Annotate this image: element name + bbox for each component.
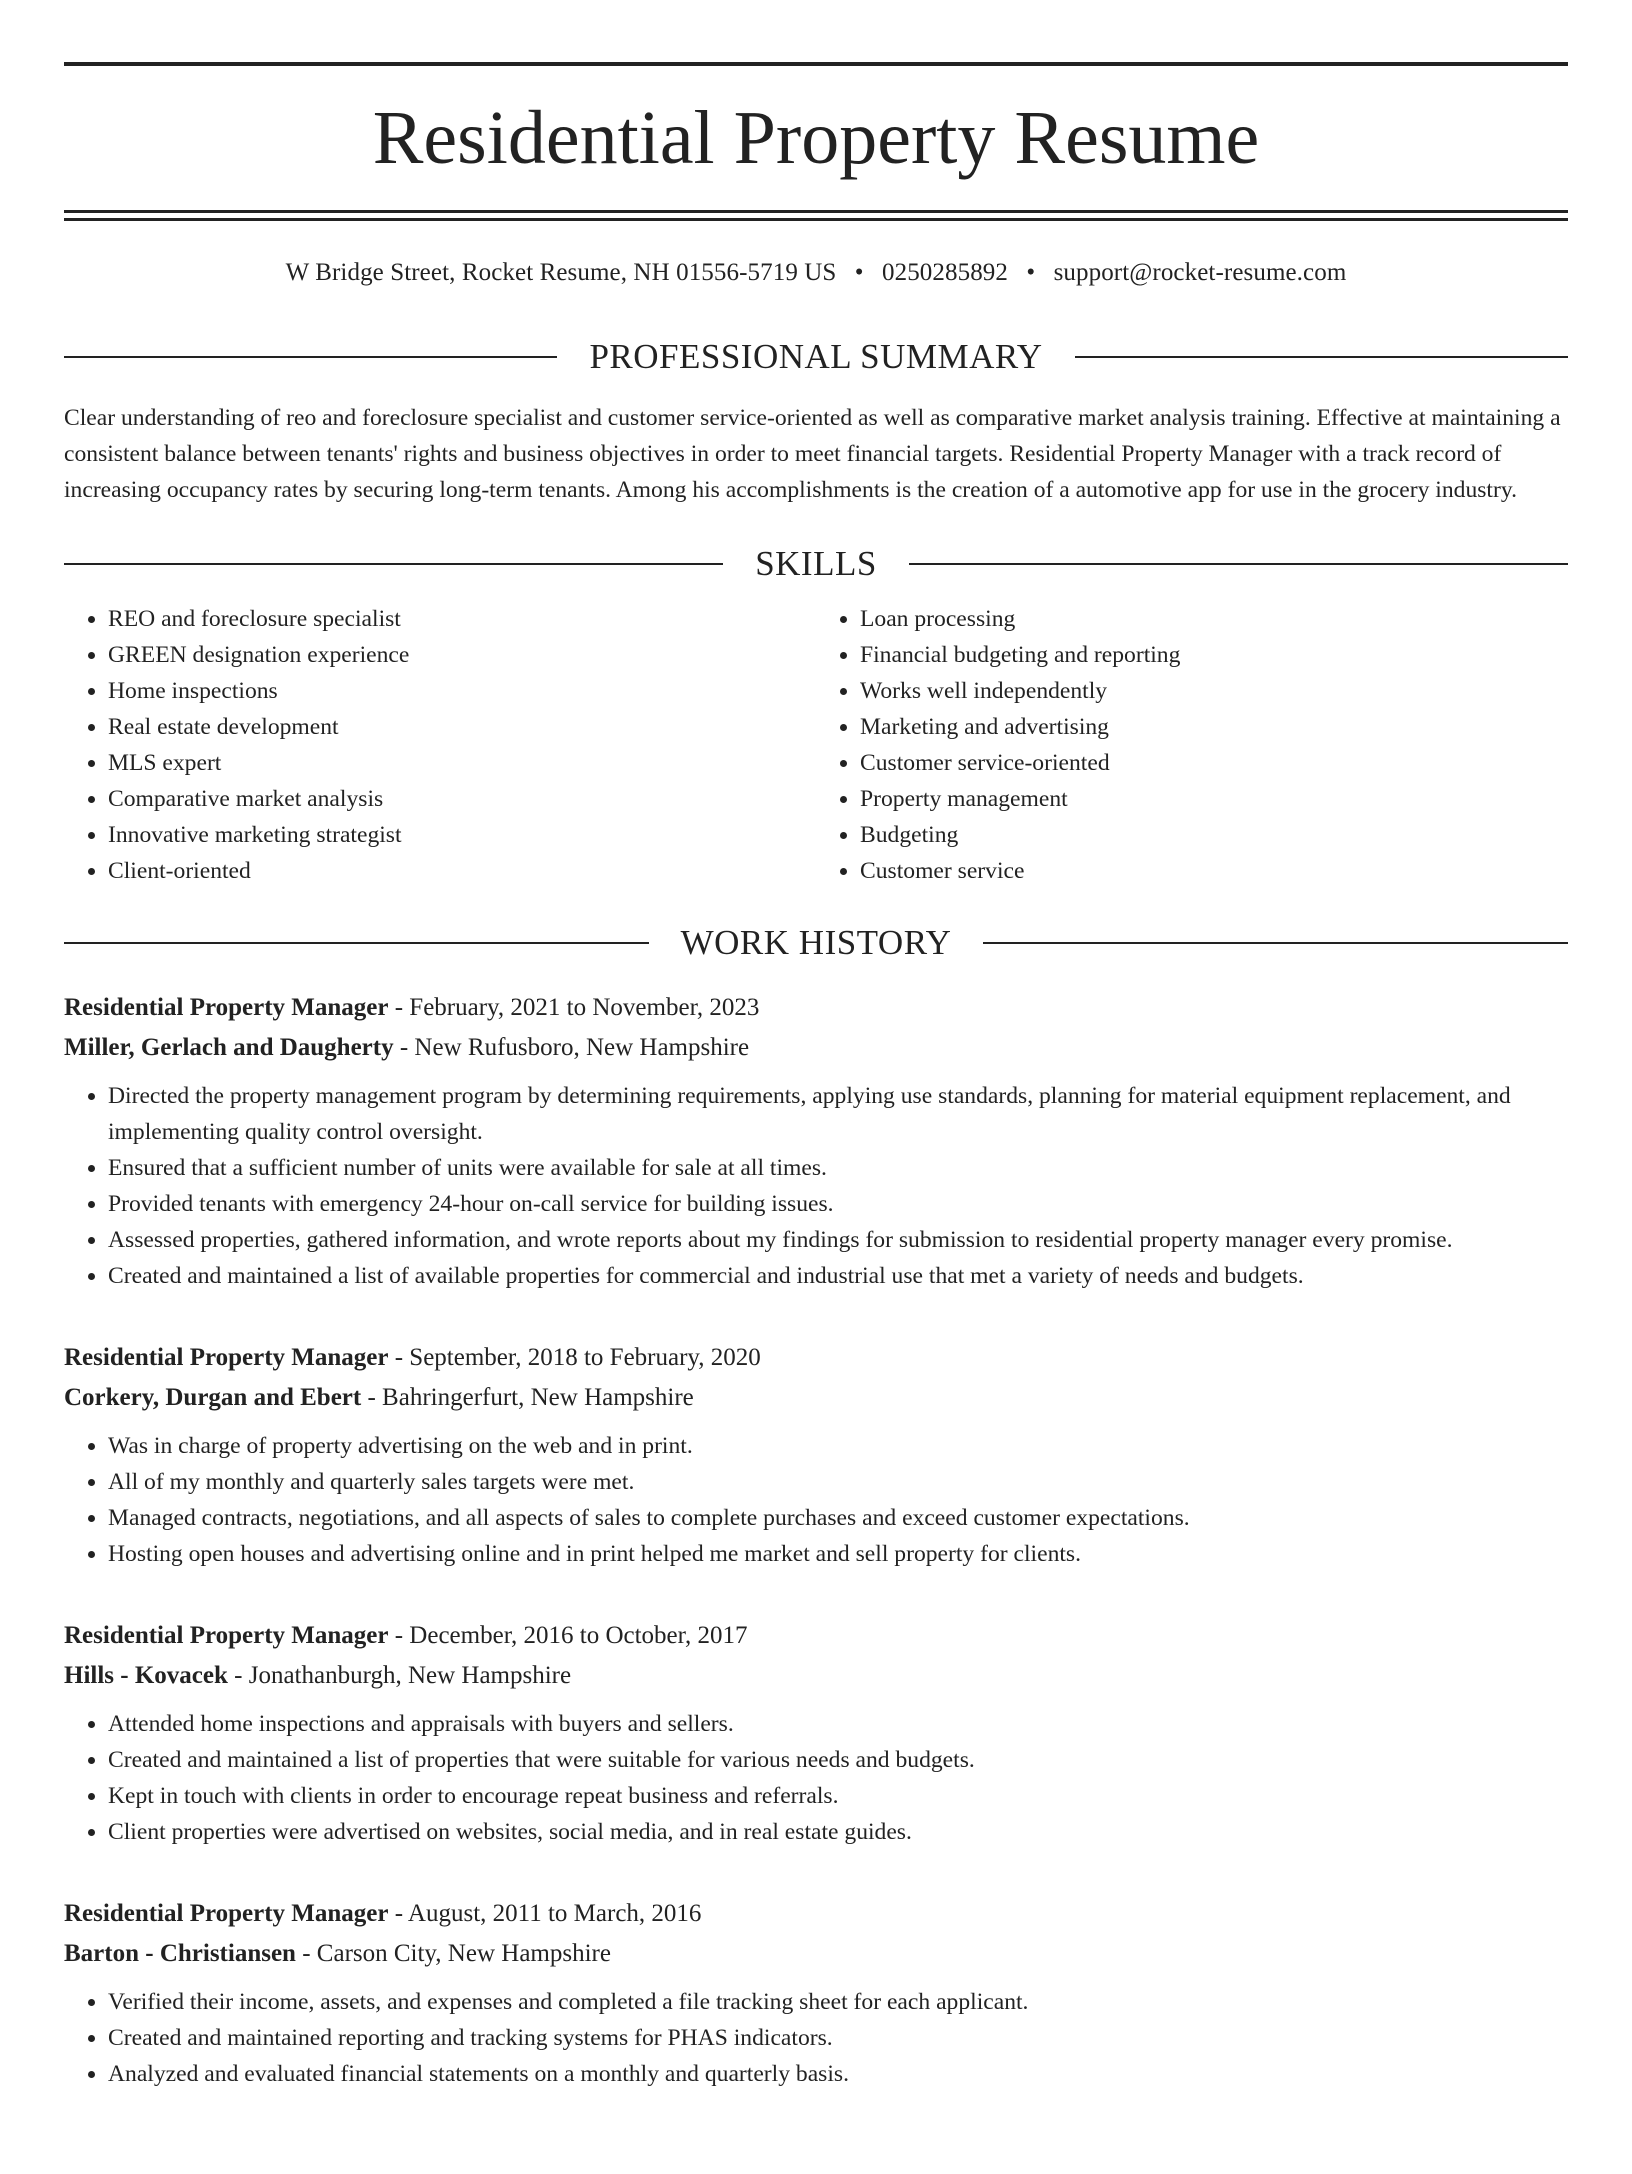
job-bullet: • Assessed properties, gathered information, and wrote reports about my findings for submission to residential property manager every promise.	[108, 1222, 1568, 1258]
title-double-rule	[64, 210, 1568, 221]
job-bullet: • Created and maintained a list of properties that were suitable for various needs and budgets.	[108, 1742, 1568, 1778]
job-company-line	[64, 1378, 1568, 1418]
skill-item: • Budgeting	[860, 817, 1568, 853]
heading-rule-left	[64, 942, 649, 944]
job-dates: - September, 2018 to February, 2020	[388, 1344, 761, 1371]
skill-item: • Financial budgeting and reporting	[860, 637, 1568, 673]
job-bullet: • Created and maintained reporting and tracking systems for PHAS indicators.	[108, 2020, 1568, 2056]
job-bullets	[64, 1078, 1568, 1294]
skill-item: • Customer service-oriented	[860, 745, 1568, 781]
job-bullet: • Was in charge of property advertising on the web and in print.	[108, 1428, 1568, 1464]
job-bullets	[64, 1428, 1568, 1572]
job-location: - Bahringerfurt, New Hampshire	[361, 1384, 694, 1411]
job-bullet: • Verified their income, assets, and expenses and completed a file tracking sheet for each applicant.	[108, 1984, 1568, 2020]
contact-email: support@rocket-resume.com	[1053, 259, 1347, 286]
job-company: Barton - Christiansen	[64, 1940, 296, 1967]
job-position: Residential Property Manager	[64, 994, 389, 1021]
job-bullet: • Kept in touch with clients in order to encourage repeat business and referrals.	[108, 1778, 1568, 1814]
job-title-line	[64, 1338, 1568, 1378]
heading-rule-left	[64, 563, 723, 565]
skill-item: • GREEN designation experience	[108, 637, 816, 673]
section-heading-summary	[64, 339, 1568, 374]
contact-phone: 0250285892	[882, 259, 1008, 286]
job-bullet: • Created and maintained a list of available properties for commercial and industrial use that met a variety of needs and budgets.	[108, 1258, 1568, 1294]
skill-item: • REO and foreclosure specialist	[108, 601, 816, 637]
skill-item: • Comparative market analysis	[108, 781, 816, 817]
skills-column-right	[816, 601, 1568, 889]
skill-item: • MLS expert	[108, 745, 816, 781]
heading-rule-left	[64, 356, 557, 358]
job-bullet: • Analyzed and evaluated financial statements on a monthly and quarterly basis.	[108, 2056, 1568, 2092]
job-bullets	[64, 1984, 1568, 2092]
section-heading-work	[64, 925, 1568, 960]
job-company-line	[64, 1028, 1568, 1068]
job-bullet: • Client properties were advertised on websites, social media, and in real estate guides.	[108, 1814, 1568, 1850]
skill-item: • Loan processing	[860, 601, 1568, 637]
job-location: - New Rufusboro, New Hampshire	[393, 1034, 750, 1061]
job-company: Hills - Kovacek	[64, 1662, 228, 1689]
job-dates: - February, 2021 to November, 2023	[388, 994, 760, 1021]
job-company: Miller, Gerlach and Daugherty	[64, 1034, 394, 1061]
resume-page	[0, 62, 1632, 2174]
job-entry	[64, 988, 1568, 1294]
job-position: Residential Property Manager	[64, 1900, 389, 1927]
skills-heading: SKILLS	[755, 544, 877, 583]
skill-item: • Property management	[860, 781, 1568, 817]
job-entry	[64, 1338, 1568, 1572]
job-bullet: • Hosting open houses and advertising online and in print helped me market and sell property for clients.	[108, 1536, 1568, 1572]
job-dates: - December, 2016 to October, 2017	[388, 1622, 748, 1649]
contact-separator: •	[854, 259, 864, 286]
job-bullet: • Directed the property management program by determining requirements, applying use standards, planning for material equipment replacement, and implementing quality control oversight.	[108, 1078, 1568, 1150]
work-history	[64, 988, 1568, 2092]
job-dates: - August, 2011 to March, 2016	[388, 1900, 702, 1927]
job-bullet: • Attended home inspections and appraisals with buyers and sellers.	[108, 1706, 1568, 1742]
heading-rule-right	[909, 563, 1568, 565]
skills-list	[64, 601, 1568, 889]
job-title-line	[64, 1616, 1568, 1656]
job-bullets	[64, 1706, 1568, 1850]
skill-item: • Home inspections	[108, 673, 816, 709]
skill-item: • Marketing and advertising	[860, 709, 1568, 745]
skill-item: • Client-oriented	[108, 853, 816, 889]
heading-rule-right	[983, 942, 1568, 944]
resume-title: Residential Property Resume	[372, 96, 1260, 180]
skill-item: • Works well independently	[860, 673, 1568, 709]
skill-item: • Real estate development	[108, 709, 816, 745]
job-bullet: • Managed contracts, negotiations, and all aspects of sales to complete purchases and exceed customer expectations.	[108, 1500, 1568, 1536]
header	[64, 62, 1568, 221]
skill-item: • Innovative marketing strategist	[108, 817, 816, 853]
work-heading: WORK HISTORY	[680, 923, 952, 962]
job-entry	[64, 1894, 1568, 2092]
job-company-line	[64, 1934, 1568, 1974]
job-location: - Carson City, New Hampshire	[295, 1940, 611, 1967]
job-position: Residential Property Manager	[64, 1344, 389, 1371]
job-company-line	[64, 1656, 1568, 1696]
contact-address: W Bridge Street, Rocket Resume, NH 01556-5719 US	[285, 259, 837, 286]
summary-text: Clear understanding of reo and foreclosure specialist and customer service-oriented as well as comparative market analysis training. Effective at maintaining a consistent balance between tenants' rights and business objectives in order to meet financial targets. Residential Property Manager with a track record of increasing occupancy rates by securing long-term tenants. Among his accomplishments is the creation of a automotive app for use in the grocery industry.	[64, 405, 1561, 503]
heading-rule-right	[1075, 356, 1568, 358]
skill-item: • Customer service	[860, 853, 1568, 889]
section-heading-skills	[64, 546, 1568, 581]
job-bullet: • Ensured that a sufficient number of units were available for sale at all times.	[108, 1150, 1568, 1186]
contact-line	[64, 259, 1568, 287]
job-company: Corkery, Durgan and Ebert	[64, 1384, 362, 1411]
skills-column-left	[64, 601, 816, 889]
job-bullet: • All of my monthly and quarterly sales targets were met.	[108, 1464, 1568, 1500]
job-title-line	[64, 988, 1568, 1028]
summary-heading: PROFESSIONAL SUMMARY	[589, 337, 1043, 376]
job-entry	[64, 1616, 1568, 1850]
job-bullet: • Provided tenants with emergency 24-hour on-call service for building issues.	[108, 1186, 1568, 1222]
job-title-line	[64, 1894, 1568, 1934]
contact-separator: •	[1026, 259, 1036, 286]
job-position: Residential Property Manager	[64, 1622, 389, 1649]
job-location: - Jonathanburgh, New Hampshire	[227, 1662, 572, 1689]
